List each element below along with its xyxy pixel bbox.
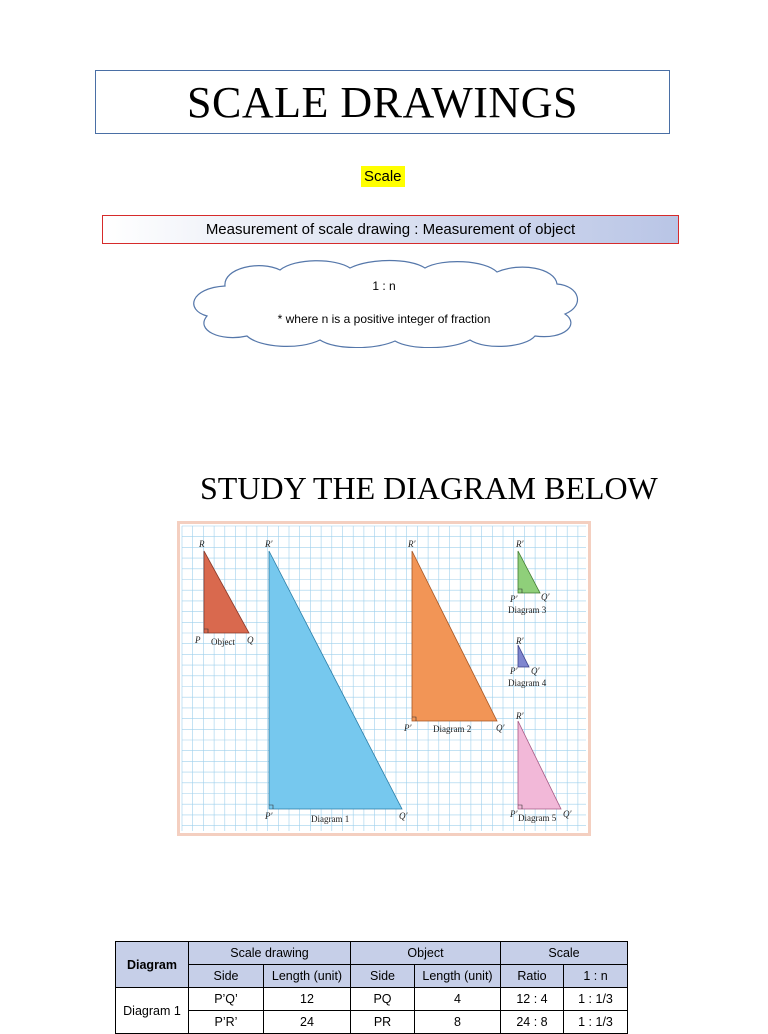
table-cell: P’R’ [189, 1011, 264, 1034]
table-cell: 1 : 1/3 [564, 1011, 628, 1034]
header-object: Object [351, 942, 501, 965]
d5-vertex-p: P′ [510, 809, 518, 819]
table-cell: 4 [415, 988, 501, 1011]
table-cell: 24 [264, 1011, 351, 1034]
page-title: SCALE DRAWINGS [95, 70, 670, 134]
table-cell: 1 : 1/3 [564, 988, 628, 1011]
ratio-table [115, 941, 628, 1034]
object-vertex-p: P [195, 635, 201, 645]
cloud-shape [185, 258, 581, 348]
header-length: Length (unit) [264, 965, 351, 988]
d2-vertex-r: R′ [408, 539, 416, 549]
table-cell: 24 : 8 [501, 1011, 564, 1034]
table-cell: PR [351, 1011, 415, 1034]
d3-vertex-r: R′ [516, 539, 524, 549]
scale-label: Scale [361, 166, 405, 187]
d5-vertex-r: R′ [516, 711, 524, 721]
diagram5-label: Diagram 5 [518, 813, 557, 823]
d1-vertex-p: P′ [265, 811, 273, 821]
cloud-note-text: * where n is a positive integer of fraction [277, 312, 491, 326]
object-label: Object [211, 637, 235, 647]
table-cell: P’Q’ [189, 988, 264, 1011]
header-scale-drawing: Scale drawing [189, 942, 351, 965]
d4-vertex-r: R′ [516, 636, 524, 646]
d3-vertex-p: P′ [510, 594, 518, 604]
table-row [116, 1011, 628, 1034]
diagram4-label: Diagram 4 [508, 678, 547, 688]
header-one-n: 1 : n [564, 965, 628, 988]
diagram2-label: Diagram 2 [433, 724, 472, 734]
diagram1-label: Diagram 1 [311, 814, 350, 824]
header-side: Side [189, 965, 264, 988]
table-cell-diagram: Diagram 1 [116, 988, 189, 1034]
header-diagram: Diagram [116, 942, 189, 988]
section-heading: STUDY THE DIAGRAM BELOW [200, 470, 658, 506]
d4-vertex-p: P′ [510, 666, 518, 676]
d4-vertex-q: Q′ [531, 666, 540, 676]
scale-diagram-figure [177, 521, 591, 836]
d3-vertex-q: Q′ [541, 592, 550, 602]
table-row [116, 988, 628, 1011]
table-cell: PQ [351, 988, 415, 1011]
d2-vertex-p: P′ [404, 723, 412, 733]
diagram3-label: Diagram 3 [508, 605, 547, 615]
d1-vertex-r: R′ [265, 539, 273, 549]
table-cell: 12 : 4 [501, 988, 564, 1011]
object-vertex-q: Q [247, 635, 254, 645]
header-ratio: Ratio [501, 965, 564, 988]
object-vertex-r: R [199, 539, 205, 549]
d2-vertex-q: Q′ [496, 723, 505, 733]
scale-definition: Measurement of scale drawing : Measurement of object [102, 215, 679, 244]
table-cell: 12 [264, 988, 351, 1011]
d5-vertex-q: Q′ [563, 809, 572, 819]
table-cell: 8 [415, 1011, 501, 1034]
header-side: Side [351, 965, 415, 988]
d1-vertex-q: Q′ [399, 811, 408, 821]
header-length: Length (unit) [415, 965, 501, 988]
header-scale: Scale [501, 942, 628, 965]
cloud-ratio-text: 1 : n [372, 279, 396, 293]
